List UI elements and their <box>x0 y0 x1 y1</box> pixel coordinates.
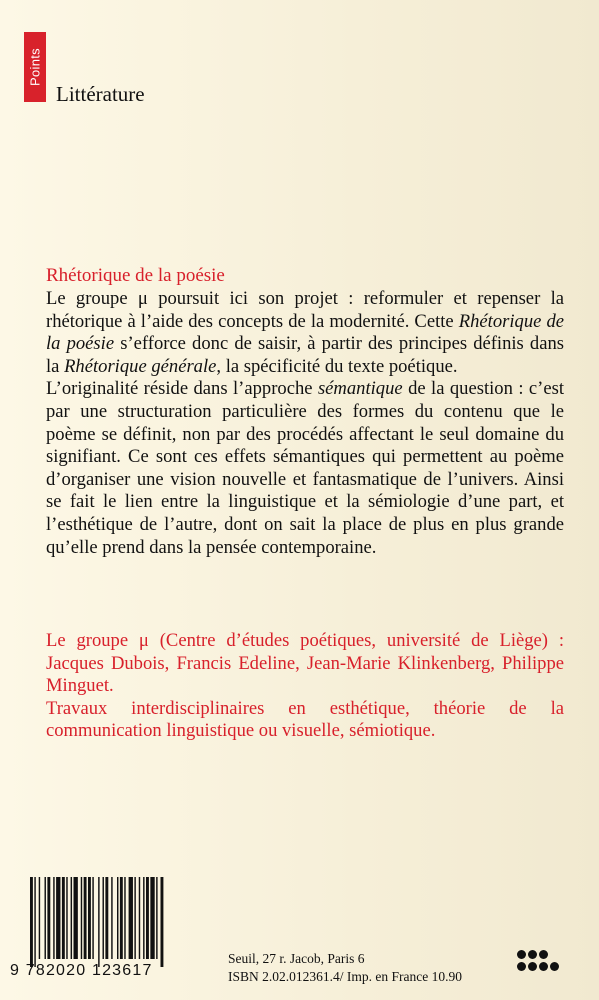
authors-fields: Travaux interdisciplinaires en esthétique, théorie de la communication linguistique ou visuelle, sémiotique. <box>46 697 564 742</box>
description <box>46 288 564 559</box>
collection-name: Littérature <box>56 82 145 106</box>
isbn-line: ISBN 2.02.012361.4/ Imp. en France 10.90 <box>228 969 462 984</box>
description-paragraph-1: Le groupe μ poursuit ici son projet : reformuler et repenser la rhétorique à l’aide des concepts de la modernité. Cette Rhétorique de la poésie s’efforce donc de saisir, à partir des principes définis dans la Rhétorique générale, la spécificité du texte poétique. <box>46 288 564 377</box>
authors-block <box>46 630 564 743</box>
publisher-address: Seuil, 27 r. Jacob, Paris 6 <box>228 951 365 966</box>
barcode-digits: 9 782020 123617 <box>10 962 153 979</box>
collection-tab-label: Points <box>27 48 43 86</box>
publisher-info <box>228 950 462 986</box>
seuil-logo-icon <box>517 950 557 976</box>
collection-tab <box>24 32 46 102</box>
description-paragraph-2: L’originalité réside dans l’approche sémantique de la question : c’est par une structuration particulière des formes du contenu que le poème se définit, non par des procédés affectant le seul domaine du signifiant. Ce sont ces effets sémantiques qui permettent au poème d’organiser une vision nouvelle et fantasmatique de l’univers. Ainsi se fait le lien entre la linguistique et la sémiologie d’une part, et l’esthétique de l’autre, dont on sait la place de plus en plus grande qu’elle prend dans la pensée contemporaine. <box>46 378 565 558</box>
authors-list: Le groupe μ (Centre d’études poétiques, université de Liège) : Jacques Dubois, Francis Edeline, Jean-Marie Klinkenberg, Philippe Minguet. <box>46 630 564 697</box>
book-title: Rhétorique de la poésie <box>46 265 225 286</box>
barcode-icon <box>28 877 218 967</box>
